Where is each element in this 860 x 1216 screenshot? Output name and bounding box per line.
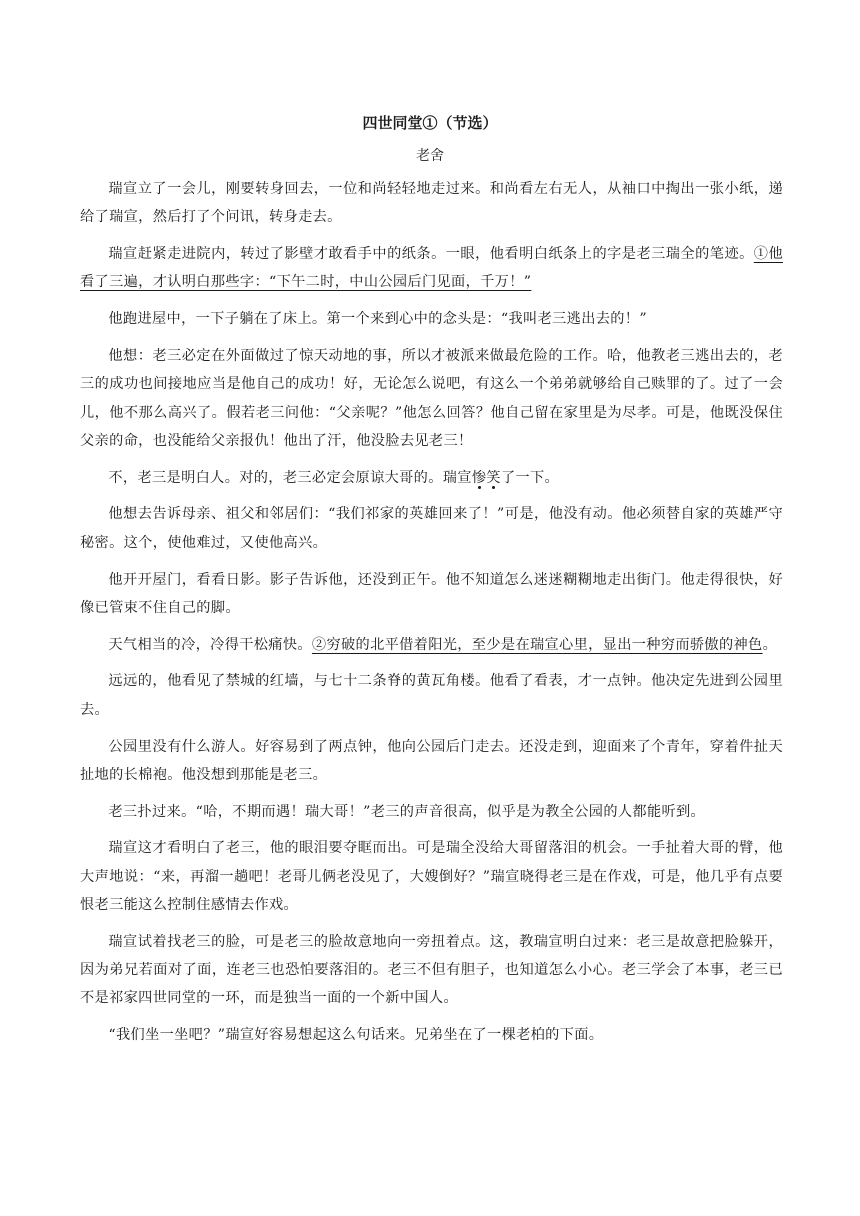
paragraph-6: 他想去告诉母亲、祖父和邻居们：“我们祁家的英雄回来了！”可是，他没有动。他必须替自家的英雄严守秘密。这个，使他难过，又使他高兴。 bbox=[80, 506, 783, 551]
paragraph-3: 他跑进屋中，一下子躺在了床上。第一个来到心中的念头是：“我叫老三逃出去的！” bbox=[108, 311, 647, 328]
paragraph-9: 远远的，他看见了禁城的红墙，与七十二条脊的黄瓦角楼。他看了看表，才一点钟。他决定先进到公园里去。 bbox=[80, 673, 783, 718]
paragraph-5-end: 了一下。 bbox=[500, 469, 560, 486]
paragraph-2-text: 瑞宣赶紧走进院内，转过了影壁才敢看手中的纸条。一眼，他看明白纸条上的字是老三瑞全的笔迹。 bbox=[108, 246, 754, 263]
article-body bbox=[80, 175, 783, 1058]
paragraph-5 bbox=[80, 464, 783, 492]
annotated-sentence-2: ②穷破的北平借着阳光，至少是在瑞宣心里，显出一种穷而骄傲的神色 bbox=[311, 636, 763, 653]
article-author: 老舍 bbox=[416, 148, 444, 164]
annotated-sentence-1: ①他看了三遍，才认明白那些字：“下午二时，中山公园后门见面，千万！” bbox=[80, 246, 784, 291]
paragraph-5-text: 不，老三是明白人。对的，老三必定会原谅大哥的。瑞宣 bbox=[108, 469, 472, 486]
paragraph-7: 他开开屋门，看看日影。影子告诉他，还没到正午。他不知道怎么迷迷糊糊地走出街门。他走得很快，好像已管束不住自己的脚。 bbox=[80, 571, 783, 616]
paragraph-10: 公园里没有什么游人。好容易到了两点钟，他向公园后门走去。还没走到，迎面来了个青年，穿着件扯天扯地的长棉袍。他没想到那能是老三。 bbox=[80, 738, 783, 783]
paragraph-13: 瑞宣试着找老三的脸，可是老三的脸故意地向一旁扭着点。这，教瑞宣明白过来：老三是故意把脸躲开，因为弟兄若面对了面，连老三也恐怕要落泪的。老三不但有胆子，也知道怎么小心。老三学会了本事，老三已不是祁家四世同堂的一环，而是独当一面的一个新中国人。 bbox=[80, 933, 783, 1007]
paragraph-2 bbox=[80, 240, 783, 297]
emphasis-char-1: 惨 bbox=[471, 469, 487, 486]
paragraph-12: 瑞宣这才看明白了老三，他的眼泪要夺眶而出。可是瑞全没给大哥留落泪的机会。一手扯着大哥的臂，他大声地说：“来，再溜一趟吧！老哥儿俩老没见了，大嫂倒好？”瑞宣晓得老三是在作戏，可是，他几乎有点要恨老三能这么控制住感情去作戏。 bbox=[80, 840, 783, 914]
paragraph-1: 瑞宣立了一会儿，刚要转身回去，一位和尚轻轻地走过来。和尚看左右无人，从袖口中掏出一张小纸，递给了瑞宣，然后打了个问讯，转身走去。 bbox=[80, 181, 783, 226]
paragraph-4: 他想：老三必定在外面做过了惊天动地的事，所以才被派来做最危险的工作。哈，他教老三逃出去的，老三的成功也间接地应当是他自己的成功！好，无论怎么说吧，有这么一个弟弟就够给自己赎罪的了。过了一会儿，他不那么高兴了。假若老三问他：“父亲呢？”他怎么回答？他自己留在家里是为尽孝。可是，他既没保住父亲的命，也没能给父亲报仇！他出了汗，他没脸去见老三！ bbox=[80, 347, 783, 449]
paragraph-11: 老三扑过来。“哈，不期而遇！瑞大哥！”老三的声音很高，似乎是为教全公园的人都能听到。 bbox=[108, 803, 706, 820]
paragraph-8-text: 天气相当的冷，冷得干松痛快。 bbox=[108, 636, 312, 653]
paragraph-8-end: 。 bbox=[762, 636, 778, 653]
article-title: 四世同堂①（节选） bbox=[362, 114, 498, 132]
emphasis-char-2: 笑 bbox=[486, 469, 501, 486]
paragraph-14: “我们坐一坐吧？”瑞宣好容易想起这么句话来。兄弟坐在了一棵老柏的下面。 bbox=[108, 1027, 604, 1044]
paragraph-8 bbox=[80, 631, 783, 659]
